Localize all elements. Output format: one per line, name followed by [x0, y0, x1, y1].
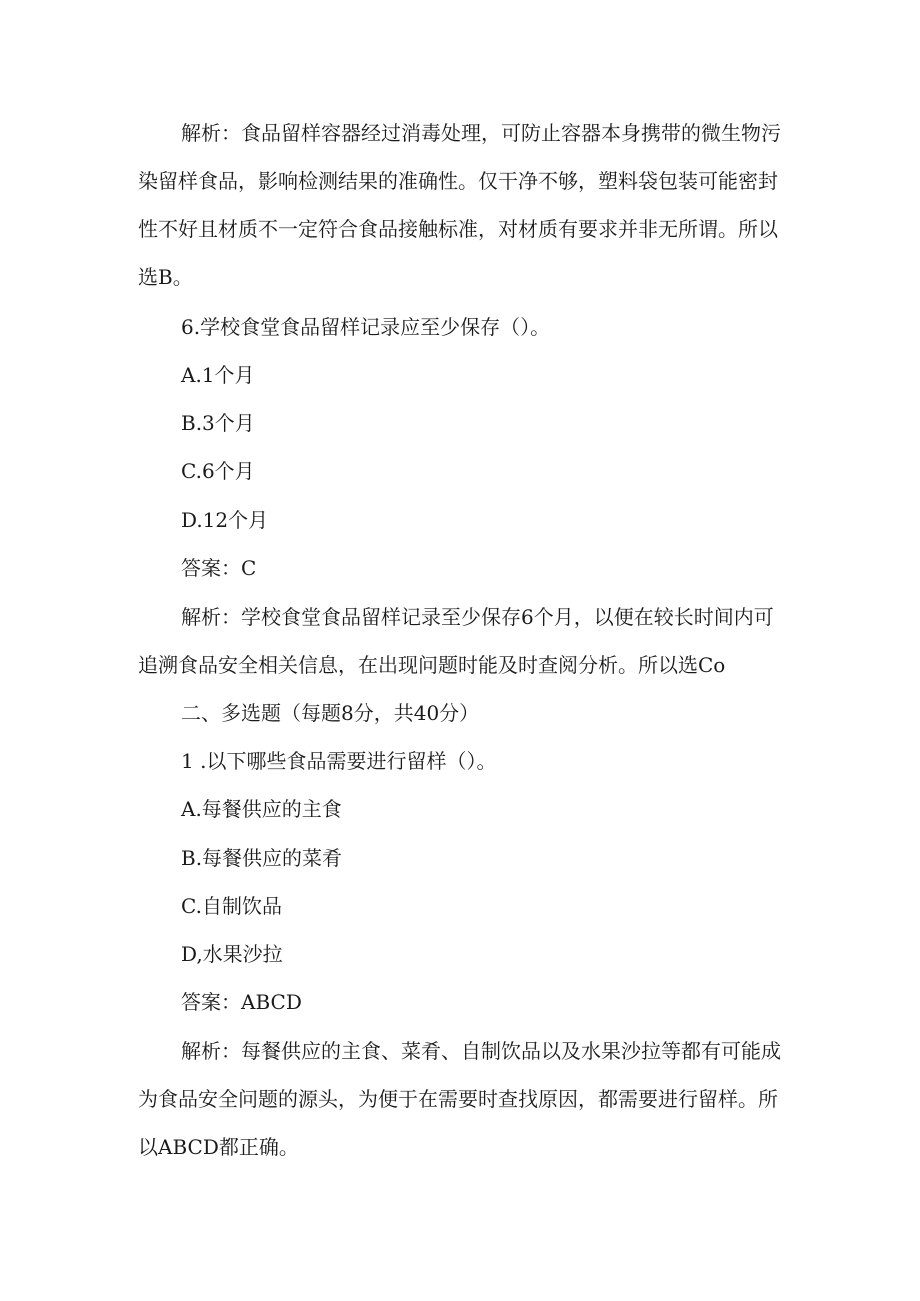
mq1-option-c: C.自制饮品: [181, 894, 282, 918]
mq1-explanation-line-3: 以ABCD都正确。: [138, 1135, 299, 1159]
q5-explanation-line-1: 解析：食品留样容器经过消毒处理，可防止容器本身携带的微生物污: [181, 121, 781, 145]
mq1-explanation-line-1: 解析：每餐供应的主食、菜肴、自制饮品以及水果沙拉等都有可能成: [181, 1039, 781, 1063]
mq1-explanation-line-2: 为食品安全问题的源头，为便于在需要时查找原因，都需要进行留样。所: [138, 1087, 778, 1111]
mq1-option-a: A.每餐供应的主食: [181, 797, 342, 821]
section-heading: 二、多选题（每题8分，共40分）: [181, 701, 480, 725]
q5-explanation-line-2: 染留样食品，影响检测结果的准确性。仅干净不够，塑料袋包装可能密封: [138, 169, 778, 193]
q6-option-c: C.6个月: [181, 459, 255, 483]
q6-option-d: D.12个月: [181, 508, 269, 532]
mq1-option-b: B.每餐供应的菜肴: [181, 846, 343, 870]
q5-explanation-line-4: 选B。: [138, 265, 193, 289]
mq1-question: 1 .以下哪些食品需要进行留样（）。: [181, 749, 497, 773]
mq1-answer: 答案：ABCD: [181, 990, 302, 1014]
q6-option-b: B.3个月: [181, 411, 255, 435]
q6-explanation-line-1: 解析：学校食堂食品留样记录至少保存6个月，以便在较长时间内可: [181, 605, 774, 629]
mq1-option-d: D,水果沙拉: [181, 942, 283, 966]
q6-question: 6.学校食堂食品留样记录应至少保存（）。: [181, 315, 551, 339]
q6-explanation-line-2: 追溯食品安全相关信息，在出现问题时能及时查阅分析。所以选Co: [138, 653, 726, 677]
q6-answer: 答案：C: [181, 556, 257, 580]
q6-option-a: A.1个月: [181, 363, 255, 387]
q5-explanation-line-3: 性不好且材质不一定符合食品接触标准，对材质有要求并非无所谓。所以: [138, 217, 778, 241]
